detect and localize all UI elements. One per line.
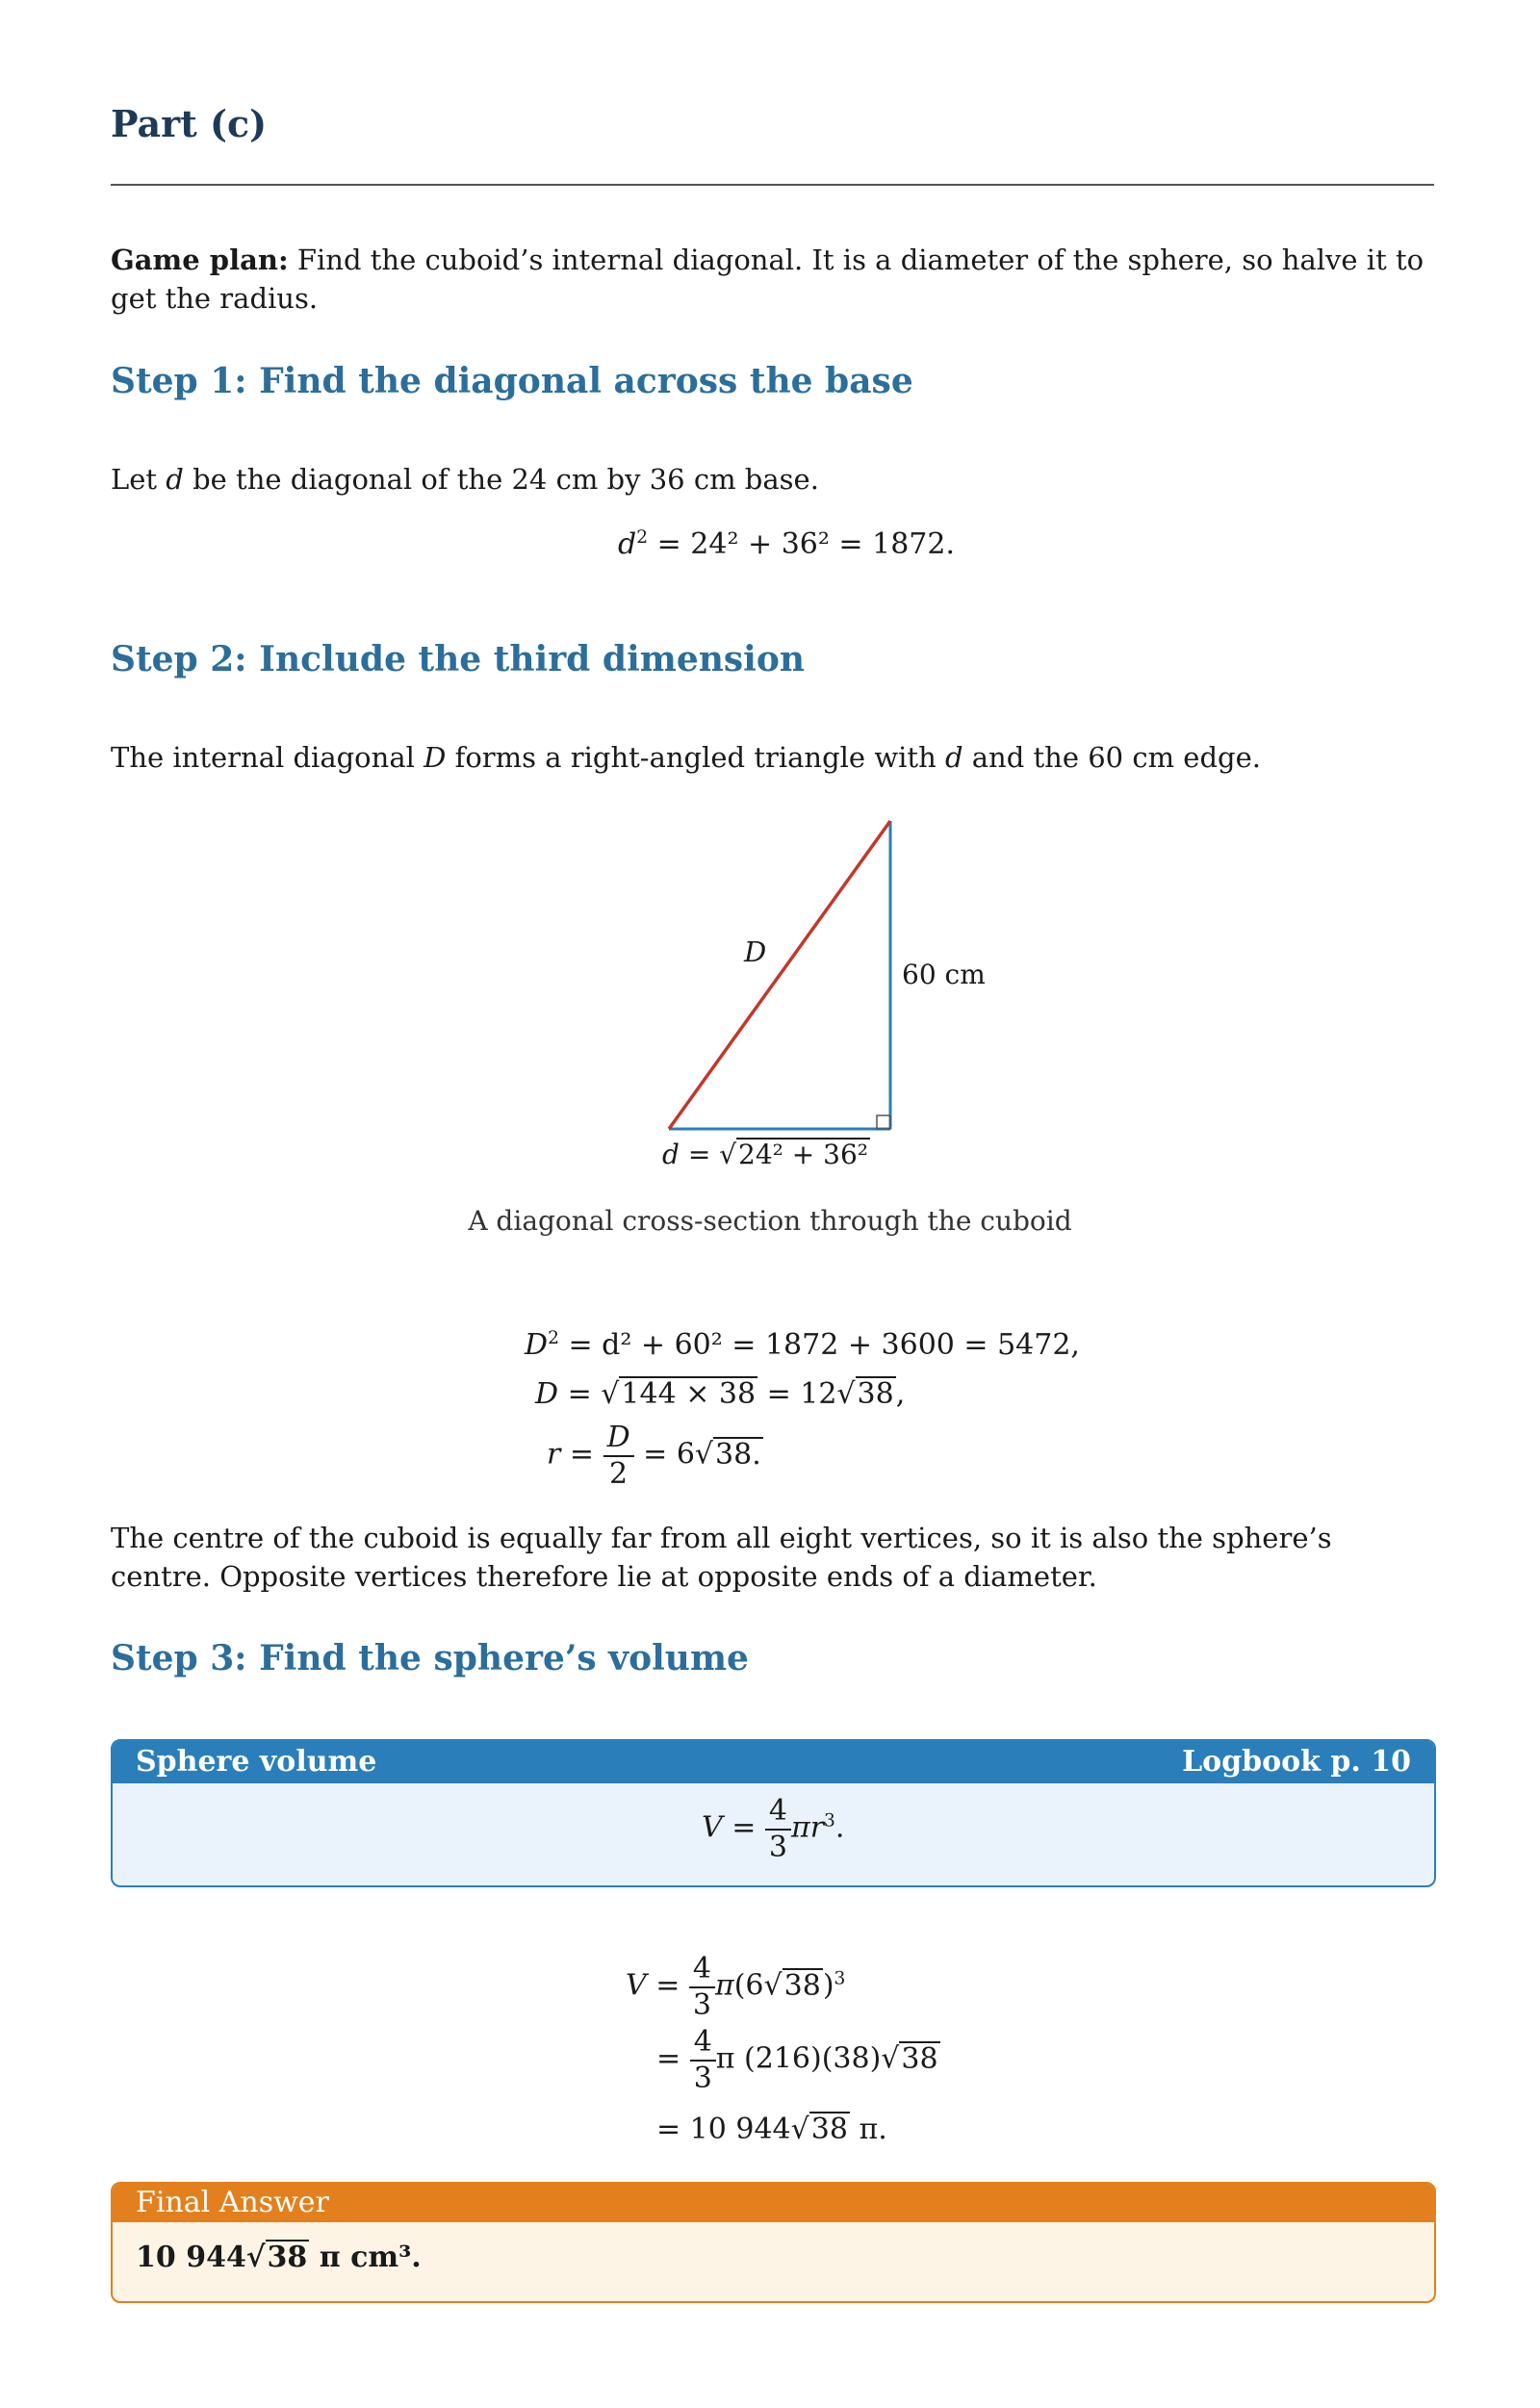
volume-line-3-root: 38 bbox=[810, 2113, 848, 2146]
step-3-title: Step 3: Find the sphere’s volume bbox=[111, 1638, 749, 1678]
step-2-title: Step 2: Include the third dimension bbox=[111, 639, 806, 679]
step-2-intro-text: The internal diagonal bbox=[111, 741, 424, 774]
step-2-line-3: r = $\frac{D}{2}$ = 6√38. bbox=[547, 1421, 761, 1491]
radius-numerator: D bbox=[603, 1422, 634, 1457]
base-leg-label: d = √24² + 36² bbox=[662, 1139, 869, 1170]
formula-box-title: Sphere volume bbox=[136, 1745, 377, 1779]
step-2-explanation: The centre of the cuboid is equally far from all eight vertices, so it is also the sphere’s centre. Opposite vertices therefore lie at opposite ends of a diameter. bbox=[111, 1522, 1332, 1593]
volume-line-2: = $\frac{4}{3}$ π (216)(38)√38 bbox=[656, 2025, 938, 2095]
step-2-line-2: D = √144 × 38 = 12√38, bbox=[535, 1377, 906, 1411]
formula-box-reference: Logbook p. 10 bbox=[1182, 1745, 1411, 1779]
hypotenuse bbox=[669, 821, 890, 1129]
step-1-var-d: d bbox=[166, 463, 184, 496]
final-answer-unit: π cm³. bbox=[319, 2241, 422, 2274]
final-answer-value: 10 944√38 π cm³. bbox=[136, 2241, 422, 2274]
base-var: d bbox=[662, 1139, 680, 1170]
step-1-intro-text-end: be the diagonal of the 24 cm by 36 cm base. bbox=[183, 463, 819, 496]
radius-denominator: 2 bbox=[609, 1456, 629, 1491]
volume-line-3: = 10 944√38 π. bbox=[656, 2113, 887, 2146]
final-answer-root: 38 bbox=[267, 2241, 308, 2274]
final-answer-header bbox=[113, 2184, 1434, 2222]
step-2-root-38: 38 bbox=[857, 1377, 894, 1411]
sphere-volume-formula: V = $\frac{4}{3}$ $\pi r^3$. bbox=[702, 1794, 845, 1864]
base-expr: 24² + 36² bbox=[738, 1139, 869, 1170]
radius-fraction bbox=[603, 1422, 634, 1489]
step-1-intro-text: Let bbox=[111, 463, 167, 496]
step-2-intro-mid: forms a right-angled triangle with bbox=[446, 741, 945, 774]
diagram-caption: A diagonal cross-section through the cuboid bbox=[468, 1205, 1072, 1237]
game-plan-label: Game plan: bbox=[111, 243, 289, 276]
formula-box-header bbox=[113, 1741, 1434, 1783]
step-1-equation-rhs: = 24² + 36² = 1872. bbox=[656, 527, 955, 561]
step-2-var-d: d bbox=[944, 741, 963, 774]
formula-denominator: 3 bbox=[768, 1830, 787, 1864]
step-2-intro-end: and the 60 cm edge. bbox=[962, 741, 1261, 774]
final-answer-coef: 10 944 bbox=[136, 2241, 246, 2274]
radius-root: 38. bbox=[715, 1437, 761, 1472]
volume-line-3-end: π. bbox=[859, 2113, 887, 2146]
right-angle-marker bbox=[877, 1115, 890, 1129]
volume-line-1-root: 38 bbox=[783, 1968, 821, 2003]
volume-line-3-coef: = 10 944 bbox=[656, 2113, 791, 2146]
hypotenuse-label: D bbox=[744, 935, 767, 968]
volume-line-1: V = $\frac{4}{3}$ $\pi(6√38)^3$ bbox=[626, 1952, 846, 2022]
game-plan-text: Find the cuboid’s internal diagonal. It is a diameter of the sphere, so halve it to get the radius. bbox=[111, 243, 1424, 315]
final-answer-box bbox=[111, 2182, 1436, 2303]
page-title: Part (c) bbox=[111, 102, 268, 145]
formula-box bbox=[111, 1739, 1436, 1887]
formula-numerator: 4 bbox=[765, 1796, 791, 1831]
step-2-root-product: 144 × 38 bbox=[621, 1377, 757, 1411]
step-2-var-D: D bbox=[424, 741, 447, 774]
step-2-line-1: $D^2 = d^2 + 60^2 = 1872 + 3600 = 5472$, bbox=[525, 1328, 1080, 1362]
step-1-equation: $d^2 = 24^2 + 36^2 = 1872$. bbox=[618, 527, 955, 561]
vertical-leg-label: 60 cm bbox=[902, 959, 986, 990]
step-2-line-1-rhs: = d² + 60² = 1872 + 3600 = 5472, bbox=[568, 1328, 1080, 1362]
step-1-title: Step 1: Find the diagonal across the base bbox=[111, 361, 913, 401]
final-answer-title: Final Answer bbox=[136, 2186, 329, 2219]
volume-line-2-text: π (216)(38) bbox=[715, 2041, 882, 2076]
formula-fraction bbox=[765, 1796, 791, 1862]
volume-line-2-root: 38 bbox=[901, 2041, 938, 2076]
